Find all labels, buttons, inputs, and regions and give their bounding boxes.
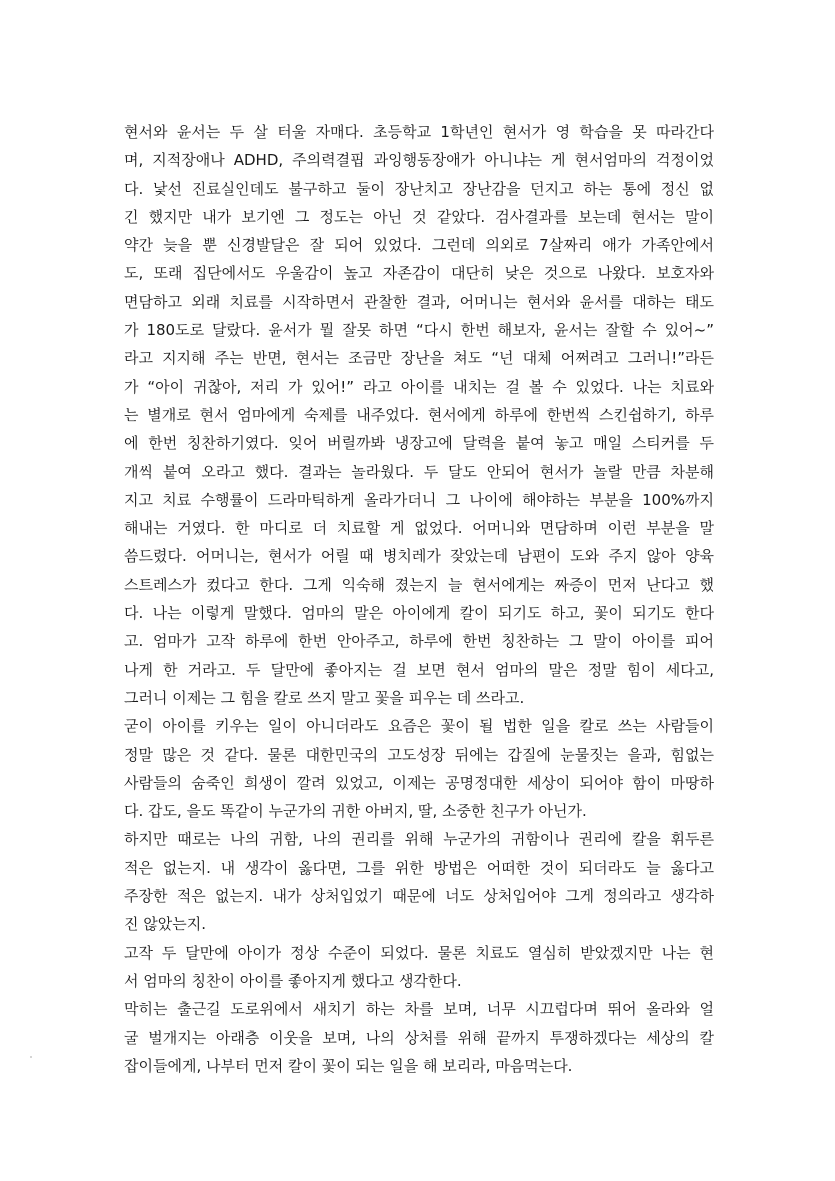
text-line: 다. 낯선 진료실인데도 불구하고 둘이 장난치고 장난감을 던지고 하는 통에 정신 없 [124,179,714,198]
paragraph-1 [124,118,714,712]
text-line: 고작 두 달만에 아이가 정상 수준이 되었다. 물론 치료도 열심히 받았겠지만 나는 현 [124,943,714,962]
text-line: 잡이들에게, 나부터 먼저 칼이 꽃이 되는 일을 해 보리라, 마음먹는다. [124,1056,573,1075]
text-line: 씀드렸다. 어머니는, 현서가 어릴 때 병치레가 잦았는데 남편이 도와 주지 않아 양육 [124,547,714,566]
text-line: 면담하고 외래 치료를 시작하면서 관찰한 결과, 어머니는 현서와 윤서를 대하는 태도 [124,292,714,311]
text-line: 진 않았는지. [124,915,206,934]
text-line: 굳이 아이를 키우는 일이 아니더라도 요즘은 꽃이 될 법한 일을 칼로 쓰는 사람들이 [124,717,714,736]
text-line: 굴 벌개지는 아래층 이웃을 보며, 나의 상처를 위해 끝까지 투쟁하겠다는 세상의 칼 [124,1028,714,1047]
text-line: 지고 치료 수행률이 드라마틱하게 올라가더니 그 나이에 해야하는 부분을 100%까지 [124,490,714,509]
text-line: 가 “아이 귀찮아, 저리 가 있어!” 라고 아이를 내치는 걸 볼 수 있었다. 나는 치료와 [124,377,714,396]
text-line: 적은 없는지. 내 생각이 옳다면, 그를 위한 방법은 어떠한 것이 되더라도 늘 옳다고 [124,858,714,877]
text-line: 약간 늦을 뿐 신경발달은 잘 되어 있었다. 그런데 의외로 7살짜리 애가 가족안에서 [124,236,714,255]
text-line: 하지만 때로는 나의 귀함, 나의 권리를 위해 누군가의 귀함이나 권리에 칼을 휘두른 [124,830,714,849]
text-line: 해내는 거였다. 한 마디로 더 치료할 게 없었다. 어머니와 면담하며 이런 부분을 말 [124,519,714,538]
scan-speck [30,1056,32,1058]
text-line: 라고 지지해 주는 반면, 현서는 조금만 장난을 쳐도 “넌 대체 어쩌려고 그러니!”라든 [124,349,714,368]
text-line: 도, 또래 집단에서도 우울감이 높고 자존감이 대단히 낮은 것으로 나왔다. 보호자와 [124,264,714,283]
text-line: 개씩 붙여 오라고 했다. 결과는 놀라웠다. 두 달도 안되어 현서가 놀랄 만큼 차분해 [124,462,714,481]
text-line: 나게 한 거라고. 두 달만에 좋아지는 걸 보면 현서 엄마의 말은 정말 힘이 세다고, [124,660,714,679]
text-line: 긴 했지만 내가 보기엔 그 정도는 아닌 것 같았다. 검사결과를 보는데 현서는 말이 [124,207,714,226]
text-line: 가 180도로 달랐다. 윤서가 뭘 잘못 하면 “다시 한번 해보자, 윤서는 잘할 수 있어~” [124,321,714,340]
text-line: 고. 엄마가 고작 하루에 한번 안아주고, 하루에 한번 칭찬하는 그 말이 아이를 피어 [124,632,714,651]
text-line: 사람들의 숨죽인 희생이 깔려 있었고, 이제는 공명정대한 세상이 되어야 함이 마땅하 [124,773,714,792]
text-line: 에 한번 칭찬하기였다. 잊어 버릴까봐 냉장고에 달력을 붙여 놓고 매일 스티커를 두 [124,434,714,453]
paragraph-4 [124,939,714,996]
text-line: 막히는 출근길 도로위에서 새치기 하는 차를 보며, 너무 시끄럽다며 뛰어 올라와 얼 [124,1000,714,1019]
text-line: 그러니 이제는 그 힘을 칼로 쓰지 말고 꽃을 피우는 데 쓰라고. [124,688,525,707]
text-line: 는 별개로 현서 엄마에게 숙제를 내주었다. 현서에게 하루에 한번씩 스킨쉽하기, 하루 [124,405,714,424]
paragraph-3 [124,825,714,938]
essay-body [124,118,714,1080]
text-line: 스트레스가 컸다고 한다. 그게 익숙해 졌는지 늘 현서에게는 짜증이 먼저 난다고 했 [124,575,714,594]
text-line: 다. 나는 이렇게 말했다. 엄마의 말은 아이에게 칼이 되기도 하고, 꽃이 되기도 한다 [124,604,714,623]
text-line: 며, 지적장애나 ADHD, 주의력결핍 과잉행동장애가 아니냐는 게 현서엄마의 걱정이었 [124,151,714,170]
text-line: 정말 많은 것 같다. 물론 대한민국의 고도성장 뒤에는 갑질에 눈물짓는 을과, 힘없는 [124,745,714,764]
text-line: 현서와 윤서는 두 살 터울 자매다. 초등학교 1학년인 현서가 영 학습을 못 따라간다 [124,123,714,141]
paragraph-2 [124,712,714,825]
text-line: 서 엄마의 칭찬이 아이를 좋아지게 했다고 생각한다. [124,971,462,990]
paragraph-5 [124,995,714,1080]
text-line: 주장한 적은 없는지. 내가 상처입었기 때문에 너도 상처입어야 그게 정의라고 생각하 [124,887,714,906]
text-line: 다. 갑도, 을도 똑같이 누군가의 귀한 아버지, 딸, 소중한 친구가 아닌가. [124,802,587,821]
